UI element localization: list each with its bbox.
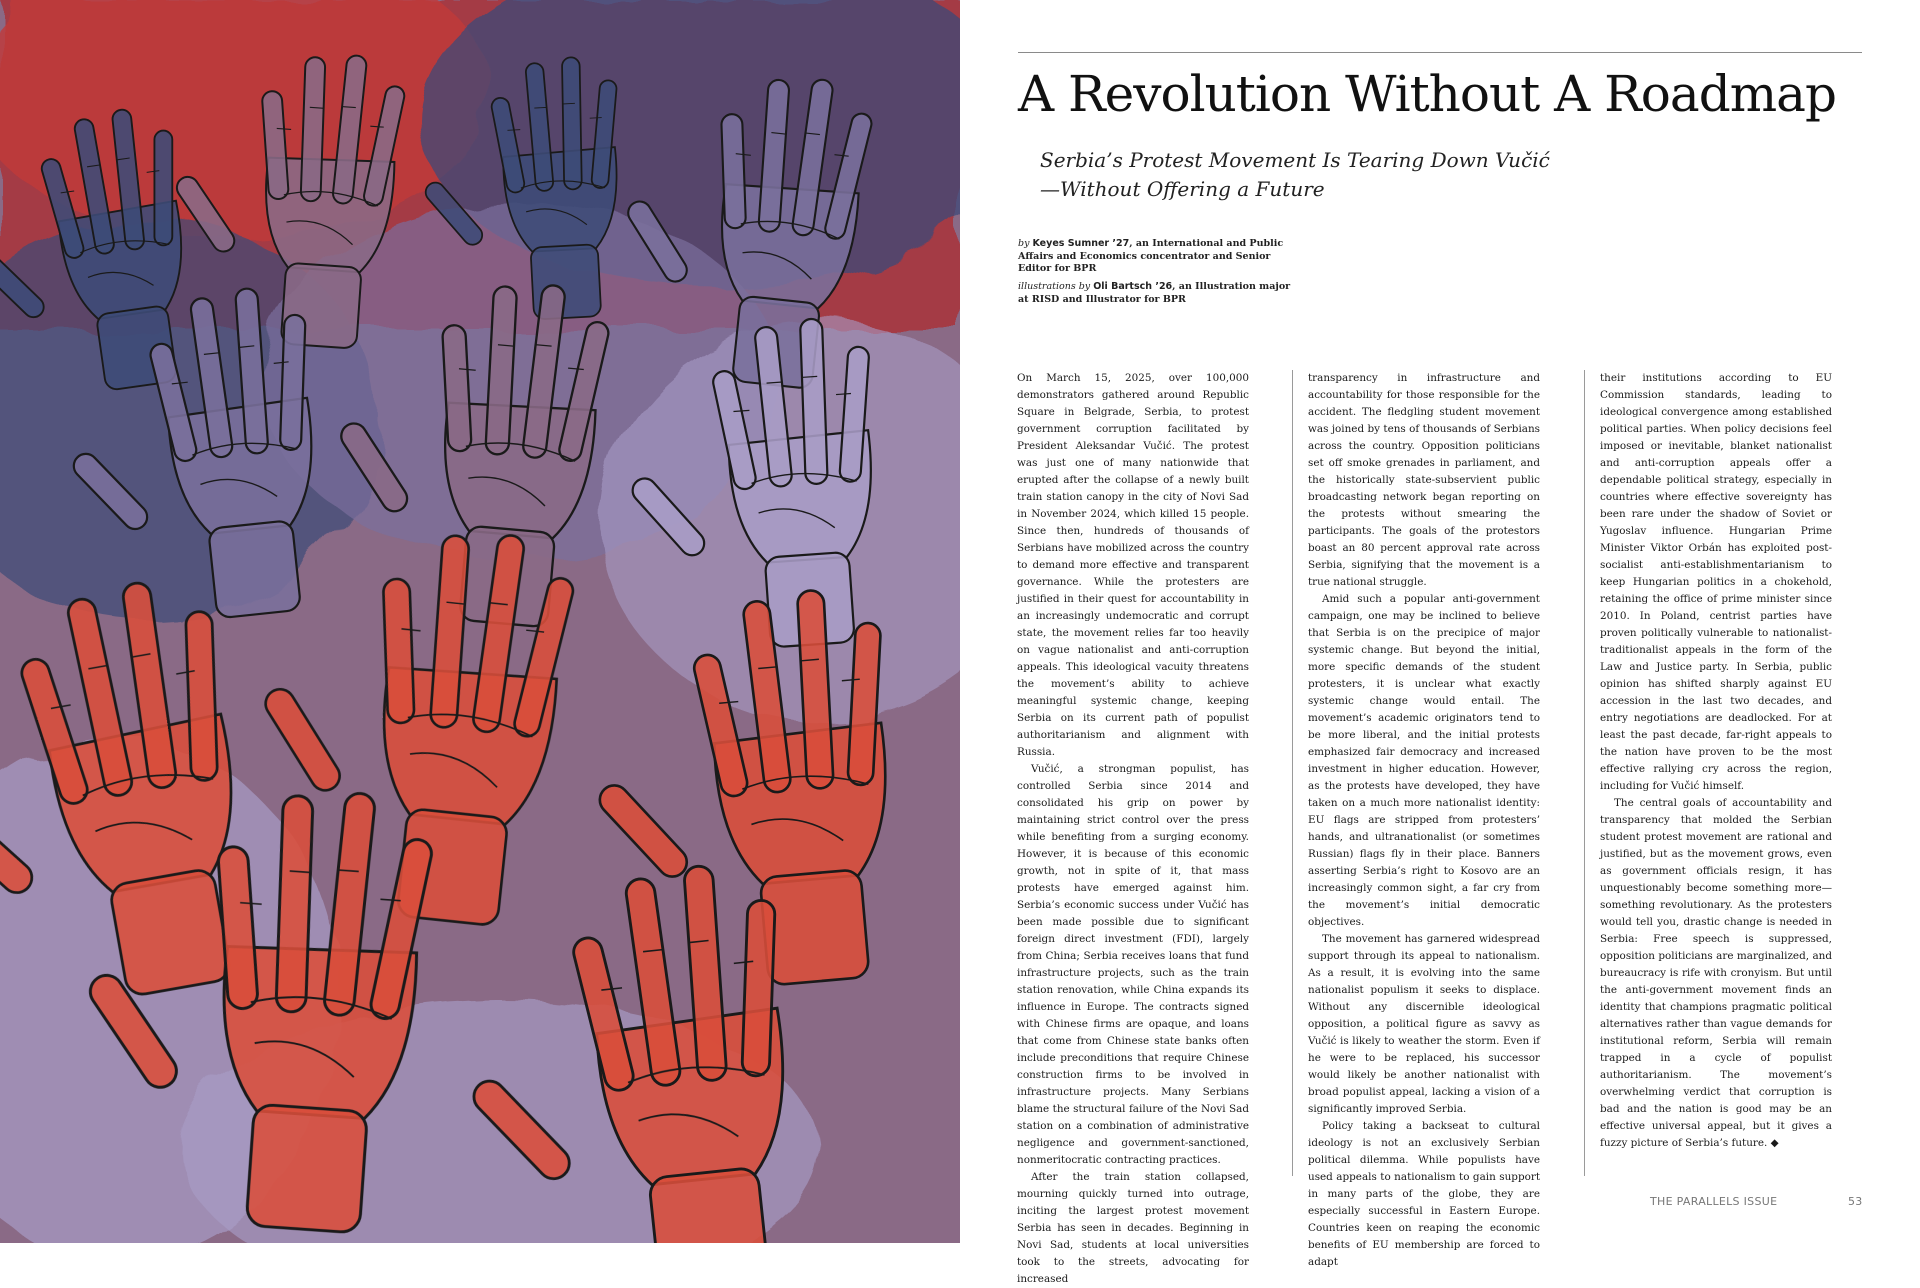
paragraph: transparency in infrastructure and accountability for those responsible for the accident. The fledgling student movement was joined by tens of thousands of Serbians across the country. Opposition politicians set off smoke grenades in parliament, and the historically state-subservient public broadcasting network began reporting on the protests without smearing the participants. The goals of the protestors boast an 80 percent approval rate across Serbia, signifying that the movement is a true national struggle. xyxy=(1308,372,1540,588)
illustrator-byline xyxy=(1018,281,1298,306)
byline-role: by xyxy=(1018,238,1030,249)
page-number: 53 xyxy=(1848,1195,1863,1208)
byline-role: illustrations by xyxy=(1018,281,1091,292)
paragraph: After the train station collapsed, mourning quickly turned into outrage, inciting the largest protest movement Serbia has seen in decades. Beginning in Novi Sad, students at local universities took to the streets, advocating for increased xyxy=(1017,1171,1249,1285)
author-name: Keyes Sumner ’27 xyxy=(1032,238,1130,249)
paragraph: their institutions according to EU Commission standards, leading to ideological convergence among established political parties. When policy decisions feel imposed or inevitable, blanket nationalist and anti-corruption appeals offer a dependable political strategy, especially in countries where effective sovereignty has been rare under the shadow of Soviet or Yugoslav influence. Hungarian Prime Minister Viktor Orbán has exploited post-socialist anti-establishmentarianism to keep Hungarian politics in a chokehold, retaining the office of prime minister since 2010. In Poland, centrist parties have proven politically vulnerable to nationalist-traditionalist appeals in the form of the Law and Justice party. In Serbia, public opinion has shifted sharply against EU accession in the last two decades, and entry negotiations are deadlocked. For at least the past decade, far-right appeals to the nation have proven to be the most effective rallying cry across the region, including for Vučić himself. xyxy=(1600,372,1832,792)
paragraph: On March 15, 2025, over 100,000 demonstrators gathered around Republic Square in Belgrade, Serbia, to protest government corruption facilitated by President Aleksandar Vučić. The protest was just one of many nationwide that erupted after the collapse of a newly built train station canopy in the city of Novi Sad in November 2024, which killed 15 people. Since then, hundreds of thousands of Serbians have mobilized across the country to demand more effective and transparent governance. While the protesters are justified in their quest for accountability in an increasingly undemocratic and corrupt state, the movement relies far too heavily on vague nationalist and anti-corruption appeals. This ideological vacuity threatens the movement’s ability to achieve meaningful systemic change, keeping Serbia on its current path of populist authoritarianism and alignment with Russia. xyxy=(1017,372,1249,758)
text-column-1 xyxy=(1017,370,1249,1288)
footer-issue-name: THE PARALLELS ISSUE xyxy=(1650,1195,1778,1208)
column-divider xyxy=(1292,370,1293,1176)
top-rule xyxy=(1018,52,1862,53)
paragraph: The movement has garnered widespread support through its appeal to nationalism. As a result, it is evolving into the same nationalist populism it seeks to displace. Without any discernible ideological opposition, a political figure as savvy as Vučić is likely to weather the storm. Even if he were to be replaced, his successor would likely be another nationalist with broad populist appeal, lacking a vision of a significantly improved Serbia. xyxy=(1308,933,1540,1115)
raised-hands-icon xyxy=(0,0,960,1243)
paragraph: The central goals of accountability and transparency that molded the Serbian student protest movement are rational and justified, but as the movement grows, even as government officials resign, it has unquestionably become something more—something revolutionary. As the protesters would tell you, drastic change is needed in Serbia: Free speech is suppressed, opposition politicians are marginalized, and bureaucracy is rife with cronyism. But until the anti-government movement finds an identity that champions pragmatic political alternatives rather than vague demands for institutional reform, Serbia will remain trapped in a cycle of populist authoritarianism. The movement’s overwhelming verdict that corruption is bad and the nation is good may be an effective universal appeal, but it gives a fuzzy picture of Serbia’s future. ◆ xyxy=(1600,797,1832,1149)
paragraph: Policy taking a backseat to cultural ideology is not an exclusively Serbian political dilemma. While populists have used appeals to nationalism to gain support in many parts of the globe, they are especially successful in Eastern Europe. Countries keen on reaping the economic benefits of EU membership are forced to adapt xyxy=(1308,1120,1540,1268)
article-title: A Revolution Without A Roadmap xyxy=(1018,65,1836,123)
illustrator-description: , an Illustration major at RISD and Illustrator for BPR xyxy=(1018,281,1291,305)
author-byline xyxy=(1018,238,1298,276)
paragraph: Amid such a popular anti-government campaign, one may be inclined to believe that Serbia is on the precipice of major systemic change. But beyond the initial, more specific demands of the student protesters, it is unclear what exactly systemic change would entail. The movement’s academic originators tend to be more liberal, and the initial protests emphasized fair democracy and increased investment in higher education. However, as the protests have developed, they have taken on a much more nationalist identity: EU flags are stripped from protesters’ hands, and ultranationalist (or sometimes Russian) flags fly in their place. Banners asserting Serbia’s right to Kosovo are an increasingly common sight, a far cry from the movement’s initial democratic objectives. xyxy=(1308,593,1540,928)
illustration-raised-hands xyxy=(0,0,960,1243)
article-page xyxy=(960,0,1920,1285)
paragraph: Vučić, a strongman populist, has controlled Serbia since 2014 and consolidated his grip on power by maintaining strict control over the press while benefiting from a surging economy. However, it is because of this economic growth, not in spite of it, that mass protests have emerged against him. Serbia’s economic success under Vučić has been made possible due to significant foreign direct investment (FDI), largely from China; Serbia receives loans that fund infrastructure projects, such as the train station renovation, while China expands its influence in Europe. The contracts signed with Chinese firms are opaque, and loans that come from Chinese state banks often include preconditions that require Chinese construction firms to be involved in infrastructure projects. Many Serbians blame the structural failure of the Novi Sad station on a combination of administrative negligence and government-sanctioned, nonmeritocratic contracting practices. xyxy=(1017,763,1249,1166)
article-subtitle: Serbia’s Protest Movement Is Tearing Down Vučić—Without Offering a Future xyxy=(1040,148,1550,201)
column-divider xyxy=(1584,370,1585,1176)
author-description: , an International and Public Affairs and Economics concentrator and Senior Editor for BPR xyxy=(1018,238,1284,274)
text-column-3 xyxy=(1600,370,1832,1152)
illustrator-name: Oli Bartsch ’26 xyxy=(1093,281,1173,292)
text-column-2 xyxy=(1308,370,1540,1271)
